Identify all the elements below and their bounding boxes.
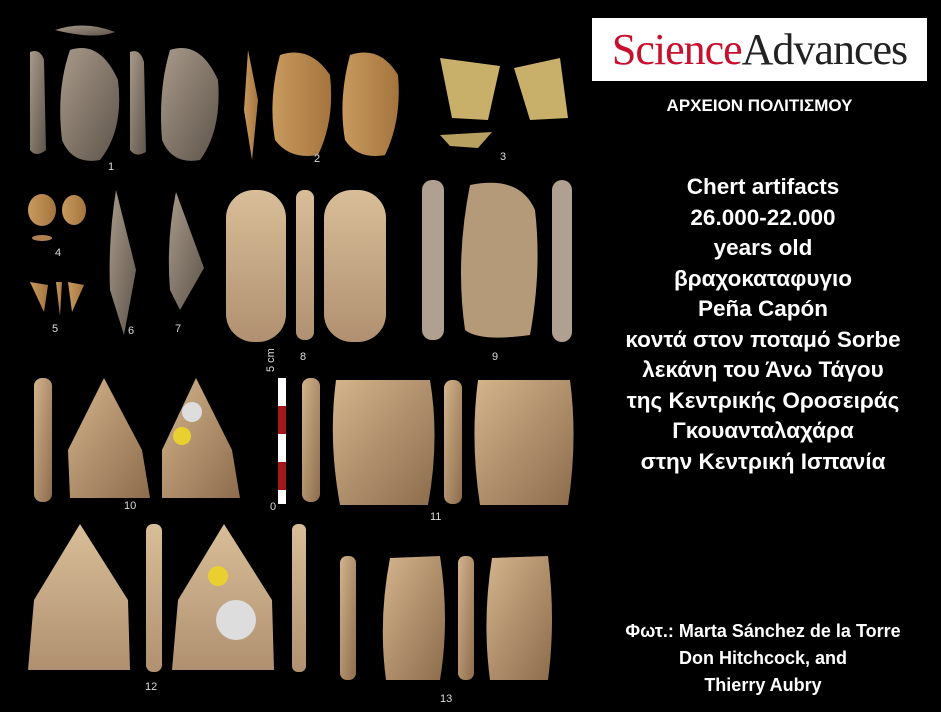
artifact-5	[30, 282, 84, 316]
logo-advances: Advances	[741, 25, 908, 74]
caption-line: της Κεντρικής Οροσειράς	[626, 387, 900, 413]
artifact-number-7: 7	[175, 323, 182, 335]
artifact-number-5: 5	[52, 323, 59, 335]
artifact-number-13: 13	[440, 693, 453, 705]
credit-line: Φωτ.: Marta Sánchez de la Torre	[625, 621, 901, 641]
caption	[585, 172, 941, 477]
credit-line: Thierry Aubry	[704, 675, 822, 695]
artifact-number-2: 2	[314, 153, 321, 165]
artifact-number-8: 8	[300, 351, 307, 363]
scale-zero: 0	[270, 501, 277, 513]
caption-line: Chert artifacts	[686, 174, 840, 199]
artifact-10	[34, 378, 240, 502]
artifact-number-6: 6	[128, 325, 135, 337]
caption-line: βραχοκαταφυγιο	[674, 265, 852, 291]
artifact-number-3: 3	[500, 151, 507, 163]
artifact-number-11: 11	[430, 511, 442, 523]
artifact-9	[422, 180, 572, 342]
artifact-6	[110, 190, 136, 335]
science-advances-logo	[592, 18, 927, 81]
artifact-13	[340, 556, 552, 680]
photo-credits	[585, 618, 941, 699]
artifact-3	[440, 58, 568, 148]
caption-line: στην Κεντρική Ισπανία	[640, 448, 886, 474]
artifact-number-10: 10	[124, 500, 137, 512]
artifact-number-12: 12	[145, 681, 158, 693]
caption-line: Peña Capón	[697, 296, 829, 321]
caption-line: years old	[713, 235, 813, 260]
artifact-8	[226, 190, 386, 342]
artifact-7	[169, 192, 204, 310]
artifact-1	[30, 25, 219, 160]
credit-line: Don Hitchcock, and	[678, 648, 848, 668]
caption-line: λεκάνη του Άνω Τάγου	[642, 357, 884, 382]
scale-bar	[278, 378, 286, 504]
artifact-number-4: 4	[55, 247, 62, 259]
logo-science: Science	[611, 25, 742, 74]
caption-line: κοντά στον ποταμό Sorbe	[625, 326, 901, 352]
artifact-12	[28, 524, 306, 672]
artifact-11	[302, 378, 574, 505]
scale-label: 5 cm	[265, 348, 277, 372]
artifact-number-9: 9	[492, 351, 499, 363]
artifact-2	[244, 50, 399, 160]
artifact-number-1: 1	[108, 161, 115, 173]
artifact-4	[28, 194, 86, 241]
caption-line: Γκουανταλαχάρα	[672, 418, 854, 443]
archive-label: ΑΡΧΕΙΟΝ ΠΟΛΙΤΙΣΜΟΥ	[666, 96, 853, 115]
caption-line: 26.000-22.000	[690, 204, 836, 230]
